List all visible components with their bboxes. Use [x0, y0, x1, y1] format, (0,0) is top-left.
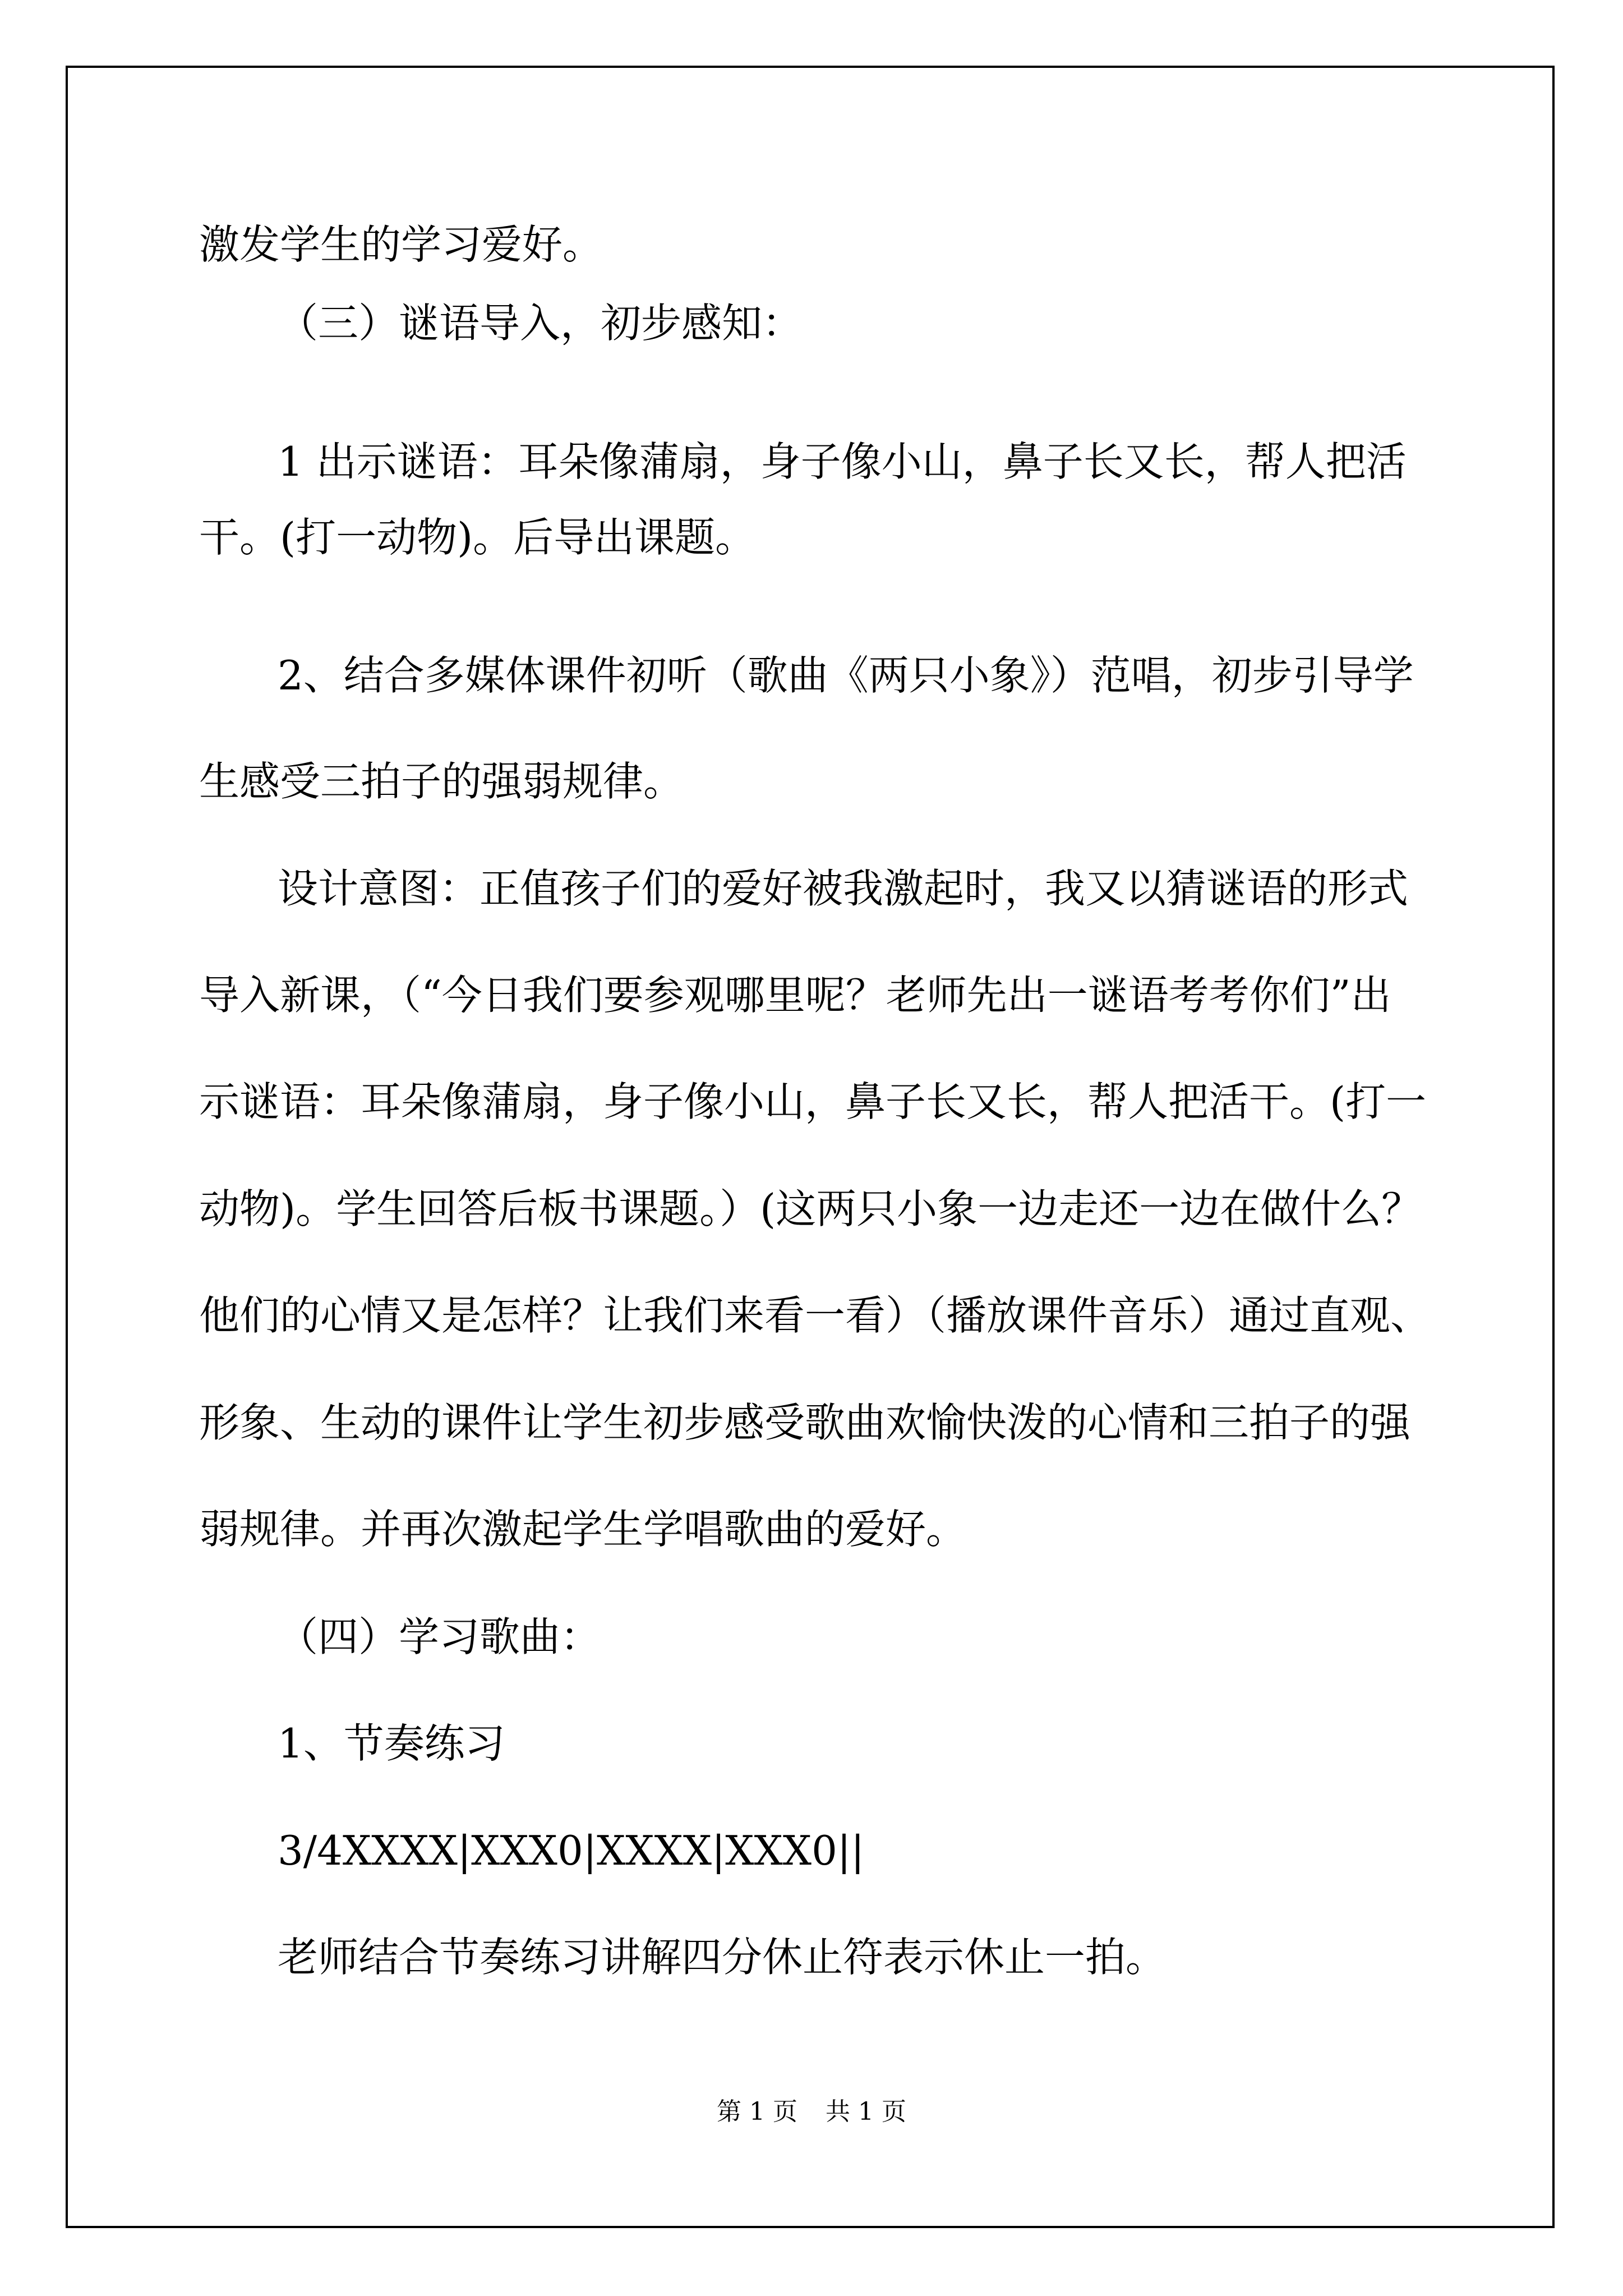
- section-heading: （三）谜语导入，初步感知：: [278, 300, 803, 347]
- paragraph-line: 弱规律。并再次激起学生学唱歌曲的爱好。: [199, 1506, 967, 1553]
- page-total: 共 1 页: [826, 2097, 906, 2126]
- page-number: 第 1 页: [717, 2097, 797, 2126]
- paragraph-line: 激发学生的学习爱好。: [199, 221, 603, 268]
- paragraph-line: 1、节奏练习: [278, 1720, 505, 1767]
- paragraph-line: 1 出示谜语：耳朵像蒲扇，身子像小山，鼻子长又长，帮人把活: [278, 438, 1407, 485]
- page-footer: [0, 2091, 1623, 2127]
- paragraph-line: 设计意图：正值孩子们的爱好被我激起时，我又以猜谜语的形式: [278, 865, 1409, 912]
- paragraph-line: 形象、生动的课件让学生初步感受歌曲欢愉快泼的心情和三拍子的强: [199, 1399, 1411, 1446]
- page-border: [66, 66, 1555, 2228]
- paragraph-line: 生感受三拍子的强弱规律。: [199, 758, 684, 805]
- section-heading: （四）学习歌曲：: [278, 1613, 601, 1660]
- rhythm-notation: 3/4XXXX|XXX0|XXXX|XXX0||: [278, 1827, 865, 1874]
- paragraph-line: 老师结合节奏练习讲解四分休止符表示休止一拍。: [278, 1934, 1166, 1981]
- paragraph-line: 他们的心情又是怎样？让我们来看一看）（播放课件音乐）通过直观、: [199, 1292, 1431, 1339]
- paragraph-line: 2、结合多媒体课件初听（歌曲《两只小象》）范唱，初步引导学: [278, 652, 1414, 699]
- paragraph-line: 干。(打一动物)。后导出课题。: [199, 514, 756, 561]
- paragraph-line: 动物)。学生回答后板书课题。）(这两只小象一边走还一边在做什么？: [199, 1185, 1422, 1232]
- paragraph-line: 示谜语：耳朵像蒲扇，身子像小山，鼻子长又长，帮人把活干。(打一: [199, 1078, 1427, 1125]
- paragraph-line: 导入新课，（“今日我们要参观哪里呢？老师先出一谜语考考你们”出: [199, 972, 1391, 1019]
